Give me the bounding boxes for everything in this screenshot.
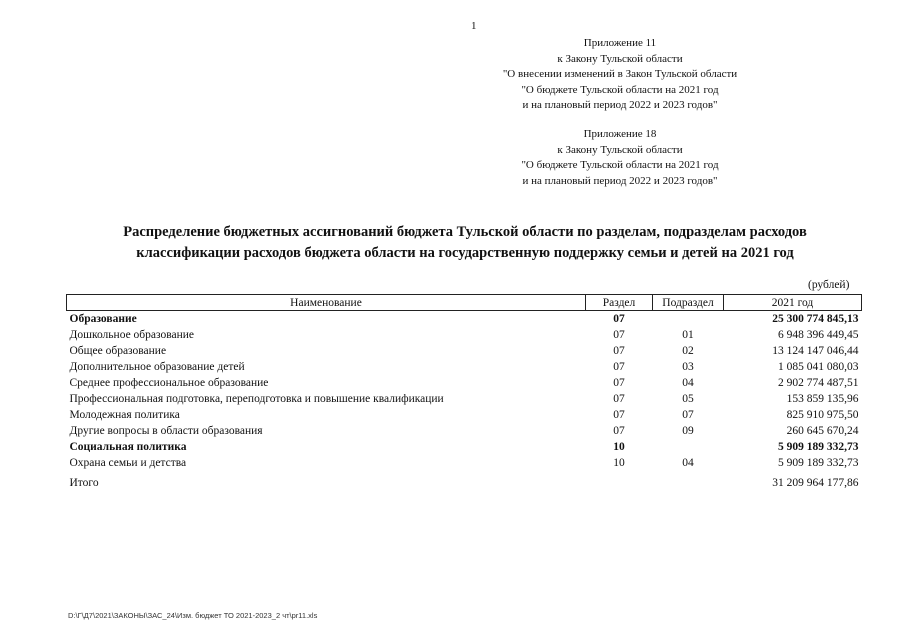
row-section: 07 — [613, 377, 625, 389]
row-section: 10 — [613, 441, 625, 453]
row-section: 07 — [613, 393, 625, 405]
row-subsection: 04 — [682, 377, 694, 389]
row-name: Среднее профессиональное образование — [69, 377, 269, 389]
total-section-empty — [586, 471, 653, 491]
row-section: 07 — [613, 345, 625, 357]
document-title-line: Распределение бюджетных ассигнований бюджета Тульской области по разделам, подразделам расходов — [123, 224, 807, 240]
table-row — [67, 327, 862, 343]
row-subsection: 07 — [682, 409, 694, 421]
row-section: 10 — [613, 457, 625, 469]
row-section: 07 — [613, 361, 625, 373]
header-name: Наименование — [67, 295, 586, 311]
row-section: 07 — [613, 313, 625, 325]
file-path-footer: D:\Г\Д7\2021\ЗАКОНЫ\ЗАС_24\Изм. бюджет ТО 2021-2023_2 чт\pr11.xls — [68, 611, 318, 620]
total-subsection-empty — [653, 471, 724, 491]
table-row — [67, 455, 862, 471]
row-amount: 5 909 189 332,73 — [778, 441, 859, 453]
row-subsection: 01 — [682, 329, 694, 341]
header-subsection: Подраздел — [653, 295, 724, 311]
row-subsection: 09 — [682, 425, 694, 437]
row-amount: 153 859 135,96 — [786, 393, 859, 405]
table-body — [67, 311, 862, 472]
budget-table — [66, 294, 862, 491]
row-name: Дошкольное образование — [69, 329, 195, 341]
row-name: Охрана семьи и детства — [69, 457, 187, 469]
table-row — [67, 343, 862, 359]
appendix-11-line: "О бюджете Тульской области на 2021 год — [521, 83, 719, 96]
appendix-18-line: и на плановый период 2022 и 2023 годов" — [522, 174, 718, 187]
appendix-18-line: Приложение 18 — [583, 128, 657, 140]
units-label: (рублей) — [808, 279, 850, 291]
row-name: Общее образование — [69, 345, 167, 357]
row-name: Молодежная политика — [69, 409, 180, 421]
row-name: Образование — [69, 313, 137, 325]
row-subsection — [653, 439, 724, 455]
row-amount: 1 085 041 080,03 — [778, 361, 859, 373]
row-amount: 825 910 975,50 — [786, 409, 859, 421]
row-amount: 2 902 774 487,51 — [778, 377, 859, 389]
row-subsection: 02 — [682, 345, 694, 357]
document-title-line: классификации расходов бюджета области на государственную поддержку семьи и детей на 2021 год — [136, 245, 794, 261]
table-row — [67, 407, 862, 423]
table-row — [67, 439, 862, 455]
row-subsection: 04 — [682, 457, 694, 469]
row-name: Социальная политика — [69, 441, 187, 453]
row-section: 07 — [613, 409, 625, 421]
appendix-11-header — [470, 36, 770, 114]
row-amount: 5 909 189 332,73 — [778, 457, 859, 469]
row-subsection: 05 — [682, 393, 694, 405]
document-title — [60, 222, 870, 264]
table-row — [67, 391, 862, 407]
row-subsection: 03 — [682, 361, 694, 373]
total-row — [67, 471, 862, 491]
table-row — [67, 423, 862, 439]
appendix-11-line: и на плановый период 2022 и 2023 годов" — [522, 99, 718, 111]
header-amount: 2021 год — [724, 295, 862, 311]
row-amount: 25 300 774 845,13 — [772, 313, 859, 325]
table-header-row — [67, 295, 862, 311]
appendix-11-line: "О внесении изменений в Закон Тульской области — [502, 68, 738, 80]
row-amount: 260 645 670,24 — [786, 425, 859, 437]
appendix-18-line: "О бюджете Тульской области на 2021 год — [521, 159, 719, 171]
row-section: 07 — [613, 425, 625, 437]
header-section: Раздел — [586, 295, 653, 311]
row-amount: 13 124 147 046,44 — [772, 345, 859, 357]
row-subsection — [653, 311, 724, 328]
row-name: Дополнительное образование детей — [69, 361, 245, 373]
total-amount: 31 209 964 177,86 — [772, 477, 859, 489]
row-amount: 6 948 396 449,45 — [778, 329, 859, 341]
appendix-11-line: Приложение 11 — [583, 37, 657, 49]
row-section: 07 — [613, 329, 625, 341]
page-number: 1 — [471, 20, 477, 32]
appendix-18-line: к Закону Тульской области — [557, 143, 683, 156]
appendix-11-line: к Закону Тульской области — [557, 52, 683, 65]
table-row — [67, 375, 862, 391]
table-row — [67, 311, 862, 328]
row-name: Профессиональная подготовка, переподготовка и повышение квалификации — [69, 393, 444, 405]
total-label: Итого — [69, 477, 99, 489]
appendix-18-header — [470, 127, 770, 189]
row-name: Другие вопросы в области образования — [69, 425, 263, 437]
table-row — [67, 359, 862, 375]
